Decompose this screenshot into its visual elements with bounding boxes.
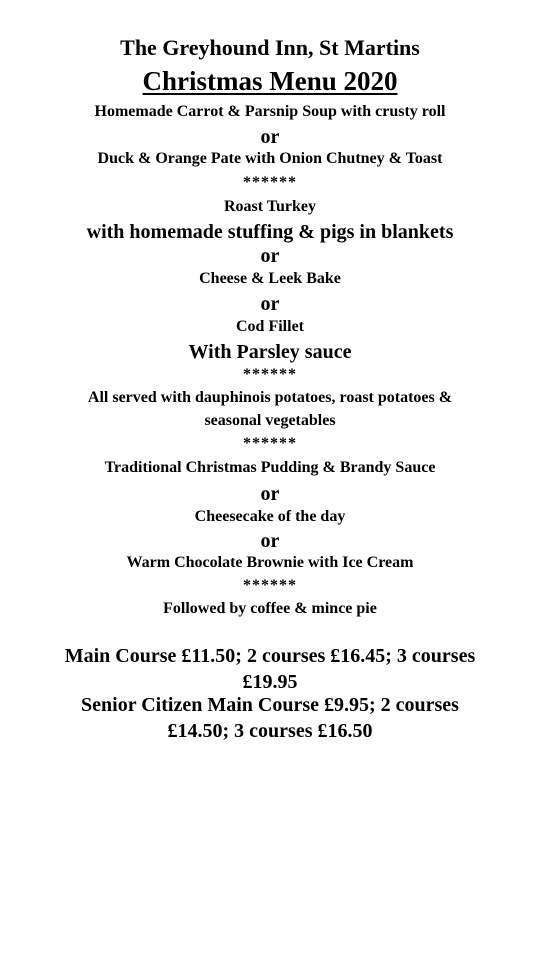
main-option-1-detail: with homemade stuffing & pigs in blankets (86, 221, 454, 243)
course-divider-3: ****** (243, 435, 297, 452)
or-separator-2: or (260, 245, 280, 267)
course-divider-1: ****** (243, 174, 297, 191)
course-divider-4: ****** (243, 577, 297, 594)
price-standard-line-1: Main Course £11.50; 2 courses £16.45; 3 courses (64, 645, 476, 667)
starter-option-1: Homemade Carrot & Parsnip Soup with crusty roll (94, 103, 446, 120)
price-standard-line-2: £19.95 (242, 671, 298, 693)
main-option-2: Cheese & Leek Bake (199, 270, 341, 287)
finish-line: Followed by coffee & mince pie (163, 600, 377, 617)
sides-line-1: All served with dauphinois potatoes, roast potatoes & (87, 389, 453, 406)
main-option-3: Cod Fillet (236, 318, 304, 335)
or-separator-4: or (260, 483, 280, 505)
dessert-option-3: Warm Chocolate Brownie with Ice Cream (126, 554, 414, 571)
price-senior-line-1: Senior Citizen Main Course £9.95; 2 courses (81, 694, 459, 716)
price-senior-line-2: £14.50; 3 courses £16.50 (167, 720, 373, 742)
starter-option-2: Duck & Orange Pate with Onion Chutney & Toast (97, 150, 443, 167)
sides-line-2: seasonal vegetables (204, 412, 336, 429)
dessert-option-2: Cheesecake of the day (194, 508, 346, 525)
venue-name: The Greyhound Inn, St Martins (120, 35, 420, 60)
or-separator-3: or (260, 293, 280, 315)
main-option-1: Roast Turkey (223, 198, 317, 215)
main-option-3-detail: With Parsley sauce (188, 341, 352, 363)
dessert-option-1: Traditional Christmas Pudding & Brandy Sauce (104, 459, 436, 476)
or-separator-1: or (260, 126, 280, 148)
or-separator-5: or (260, 530, 280, 552)
course-divider-2: ****** (243, 366, 297, 383)
menu-title: Christmas Menu 2020 (142, 66, 398, 96)
